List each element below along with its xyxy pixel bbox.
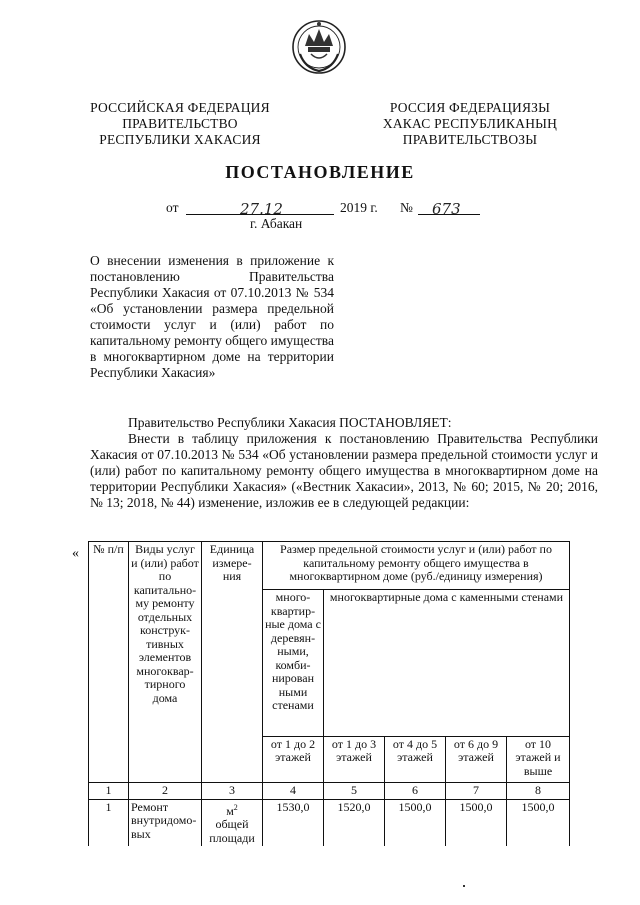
header-size: Размер предельной стоимости услуг и (или) работ по капитальному ремонту общего имущества в многоквартирном доме (руб./единицу измерения) <box>263 542 570 590</box>
row-value: 1520,0 <box>324 799 385 846</box>
handwritten-date: 27.12 <box>240 200 283 218</box>
header-left-line: РОССИЙСКАЯ ФЕДЕРАЦИЯ <box>90 100 270 115</box>
document-title: ПОСТАНОВЛЕНИЕ <box>225 162 415 182</box>
col-number: 8 <box>507 783 570 800</box>
header-right-line: ХАКАС РЕСПУБЛИКАНЫҢ <box>382 116 558 131</box>
subject-text: О внесении изменения в приложение к постановлению Правительства Республики Хакасия от 07.10.2013 № 534 «Об установлении размера предельной стоимости услуг и (или) работ по капитальному ремонту общего имущества в многоквартирном доме на территории Республики Хакасия» <box>90 253 334 380</box>
coat-of-arms-emblem <box>291 18 347 76</box>
col-number: 4 <box>263 783 324 800</box>
year-text: 2019 г. <box>340 200 378 215</box>
row-value: 1500,0 <box>507 799 570 846</box>
floors-cell: от 4 до 5 этажей <box>385 736 446 782</box>
col-number: 3 <box>202 783 263 800</box>
col-number: 7 <box>446 783 507 800</box>
header-right-line: РОССИЯ ФЕДЕРАЦИЯЗЫ <box>389 100 551 115</box>
header-stone: многоквартирные дома с каменными стенами <box>324 590 570 737</box>
date-number-line <box>160 200 500 218</box>
number-label: № <box>400 200 413 215</box>
header-num: № п/п <box>89 542 129 783</box>
table-row <box>89 799 570 846</box>
row-num: 1 <box>89 799 129 846</box>
header-left-block <box>80 100 280 148</box>
row-value: 1530,0 <box>263 799 324 846</box>
city-name: г. Абакан <box>250 216 303 231</box>
handwritten-number: 673 <box>432 200 461 218</box>
floors-cell: от 1 до 2 этажей <box>263 736 324 782</box>
header-services: Виды услуг и (или) работ по капитально-му ремонту отдельных конструк-тивных элементов многоквар-тирного дома <box>129 542 202 783</box>
floors-cell: от 10 этажей и выше <box>507 736 570 782</box>
column-numbers-row <box>89 783 570 800</box>
from-label: от <box>166 200 179 215</box>
header-left-line: ПРАВИТЕЛЬСТВО <box>122 116 238 131</box>
col-number: 6 <box>385 783 446 800</box>
scan-speck <box>463 885 465 887</box>
floors-cell: от 6 до 9 этажей <box>446 736 507 782</box>
row-value: 1500,0 <box>446 799 507 846</box>
header-left-line: РЕСПУБЛИКИ ХАКАСИЯ <box>99 132 261 147</box>
floors-cell: от 1 до 3 этажей <box>324 736 385 782</box>
col-number: 5 <box>324 783 385 800</box>
header-wooden: много-квартир-ные дома с деревян-ными, комби-нирован ными стенами <box>263 590 324 737</box>
row-service: Ремонт внутридомо-вых <box>129 799 202 846</box>
col-number: 1 <box>89 783 129 800</box>
table-header-row <box>89 542 570 590</box>
header-right-block <box>370 100 570 148</box>
header-right-line: ПРАВИТЕЛЬСТВОЗЫ <box>402 132 538 147</box>
col-number: 2 <box>129 783 202 800</box>
header-unit: Единица измере-ния <box>202 542 263 783</box>
body-paragraph-2: Внести в таблицу приложения к постановлению Правительства Республики Хакасия от 07.10.2013 № 534 «Об установлении размера предельной стоимости услуг и (или) работ по капитальному ремонту общего имущества в многоквартирном доме на территории Республики Хакасия» («Вестник Хакасии», 2013, № 60; 2015, № 20; 2016, № 13; 2018, № 44) изменение, изложив ее в следующей редакции: <box>90 431 598 510</box>
opening-quote-mark: « <box>72 546 79 561</box>
unit-rest: общей площади <box>209 817 255 845</box>
unit-main: м <box>226 803 234 818</box>
row-unit <box>202 799 263 846</box>
unit-superscript: 2 <box>233 802 238 812</box>
row-value: 1500,0 <box>385 799 446 846</box>
cost-table <box>88 541 570 846</box>
body-paragraph-1: Правительство Республики Хакасия ПОСТАНОВЛЯЕТ: <box>128 415 452 430</box>
